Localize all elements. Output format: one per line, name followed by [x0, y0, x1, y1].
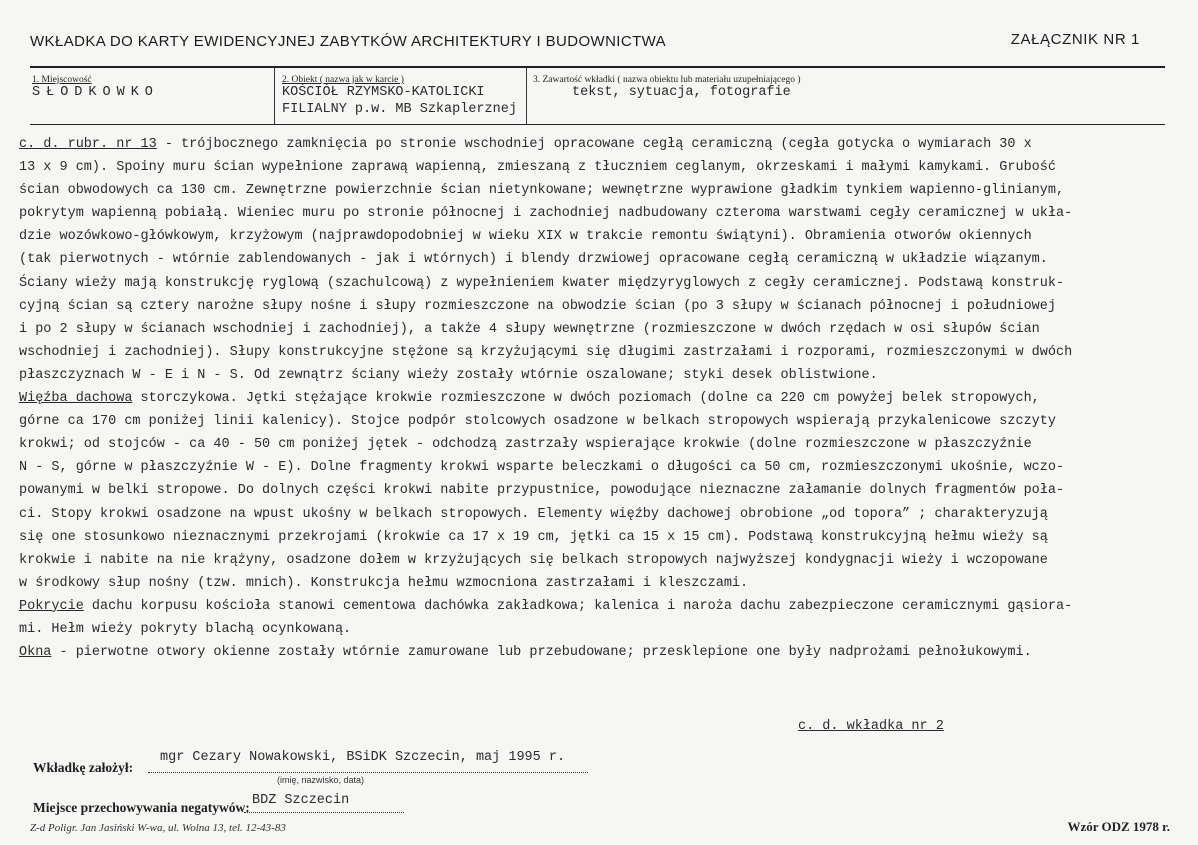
description-line — [19, 618, 1179, 641]
description-line — [19, 179, 1179, 202]
description-line-text: wschodniej i zachodniej). Słupy konstrukcyjne stężone są krzyżującymi się długimi zastrzałami i rozporami, rozmieszczonymi w dwóch — [19, 344, 1073, 360]
description-line — [19, 387, 1179, 410]
description-line-text: pokrytym wapienną pobiałą. Wieniec muru po stronie północnej i zachodniej nadbudowany czteroma warstwami cegły ceramicznej w ukła- — [19, 206, 1073, 222]
description-line-text: krokwi; od stojców - ca 40 - 50 cm poniżej jętek - odchodzą zastrzały wspierające krokwie (dolne rozmieszczone w płaszczyźnie — [19, 437, 1032, 453]
description-line-text: N - S, górne w płaszczyźnie W - E). Dolne fragmenty krokwi wsparte beleczkami o długości ca 50 cm, rozmieszczonymi ukośnie, wczo- — [19, 460, 1065, 476]
description-line-text: płaszczyznach W - E i N - S. Od zewnątrz ściany wieży zostały wtórnie oszalowane; styki desek oblistwione. — [19, 367, 878, 383]
continuation-reference: c. d. wkładka nr 2 — [798, 719, 944, 734]
description-line — [19, 272, 1179, 295]
field-divider-2 — [526, 68, 527, 124]
description-line — [19, 433, 1179, 456]
description-line — [19, 133, 1179, 156]
description-line-text: dzie wozówkowo-główkowym, krzyżowym (najprawdopodobniej w wieku XIX w trakcie remontu świątyni). Obramienia otworów okiennych — [19, 229, 1032, 245]
description-line — [19, 549, 1179, 572]
description-line-text: - trójbocznego zamknięcia po stronie wschodniej opracowane cegłą ceramiczną (cegła gotycka o wymiarach 30 x — [156, 137, 1032, 152]
section-heading: c. d. rubr. nr 13 — [19, 137, 157, 152]
description-line-text: ścian obwodowych ca 130 cm. Zewnętrzne powierzchnie ścian nietynkowane; wewnętrzne wyprawione gładkim tynkiem wapienno-glinianym, — [19, 183, 1065, 199]
section-heading: Okna — [19, 645, 52, 661]
object-value-line1: KOŚCIÓŁ RZYMSKO-KATOLICKI — [282, 85, 485, 100]
negatives-dotted-line — [244, 812, 404, 813]
description-line — [19, 364, 1179, 387]
description-line — [19, 295, 1179, 318]
description-line-text: cyjną ścian są cztery narożne słupy nośne i słupy rozmieszczone na obwodzie ścian (po 3 słupy w ścianach północnej i południowej — [19, 298, 1056, 314]
description-line — [19, 318, 1179, 341]
description-line — [19, 572, 1179, 595]
description-text — [19, 133, 1179, 664]
negatives-value: BDZ Szczecin — [252, 793, 350, 808]
description-line-text: się one stosunkowo nieznacznymi przekrojami (krokwie ca 17 x 19 cm, jętki ca 15 x 15 cm). Podstawą konstrukcyjną hełmu wieży są — [19, 529, 1048, 545]
description-line-text: storczykowa. Jętki stężające krokwie rozmieszczone w dwóch poziomach (dolne ca 220 cm powyżej belek stropowych, — [132, 391, 1040, 407]
description-line-text: i po 2 słupy w ścianach wschodniej i zachodniej), a także 4 słupy wewnętrzne (rozmieszczone w dwóch rzędach w osi słupów ścian — [19, 321, 1040, 337]
description-line — [19, 225, 1179, 248]
form-title: WKŁADKA DO KARTY EWIDENCYJNEJ ZABYTKÓW ARCHITEKTURY I BUDOWNICTWA — [30, 33, 667, 50]
description-line — [19, 526, 1179, 549]
description-line — [19, 156, 1179, 179]
locality-label: 1. Miejscowość — [32, 75, 92, 85]
description-line-text: - pierwotne otwory okienne zostały wtórnie zamurowane lub przebudowane; przesklepione one były nadprożami pełnołukowymi. — [51, 645, 1032, 661]
author-label: Wkładkę założył: — [33, 760, 134, 775]
description-line-text: mi. Hełm wieży pokryty blachą ocynkowaną. — [19, 621, 352, 637]
description-line-text: ci. Stopy krokwi osadzone na wpust ukośny w belkach stropowych. Elementy więźby dachowej obrobione „od topora” ; charakteryzują — [19, 506, 1048, 522]
top-rule — [30, 66, 1165, 68]
description-line — [19, 248, 1179, 271]
author-caption: (imię, nazwisko, data) — [277, 775, 365, 785]
description-line-text: w środkowy słup nośny (tzw. mnich). Konstrukcja hełmu wzmocniona zastrzałami i kleszczami. — [19, 575, 749, 591]
section-heading: Pokrycie — [19, 598, 84, 614]
description-line — [19, 479, 1179, 502]
section-heading: Więźba dachowa — [19, 391, 133, 407]
description-line-text: górne ca 170 cm poniżej linii kalenicy). Stojce podpór stolcowych osadzone w belkach stropowych wspierają przykalenicowe szczyty — [19, 414, 1056, 430]
description-line-text: dachu korpusu kościoła stanowi cementowa dachówka zakładkowa; kalenica i naroża dachu zabezpieczone ceramicznymi gąsiora- — [83, 598, 1073, 614]
author-dotted-line — [148, 772, 588, 773]
description-line — [19, 456, 1179, 479]
object-value-line2: FILIALNY p.w. MB Szkaplerznej — [282, 102, 517, 117]
description-line — [19, 341, 1179, 364]
description-line-text: Ściany wieży mają konstrukcję ryglową (szachulcową) z wypełnieniem kwater międzyryglowych z cegły ceramicznej. Podstawą konstruk- — [19, 275, 1065, 291]
description-line — [19, 202, 1179, 225]
author-value: mgr Cezary Nowakowski, BSiDK Szczecin, maj 1995 r. — [160, 750, 566, 765]
contents-value: tekst, sytuacja, fotografie — [572, 85, 791, 100]
description-line — [19, 410, 1179, 433]
field-divider-1 — [274, 68, 275, 124]
description-line-text: (tak pierwotnych - wtórnie zablendowanych - jak i wtórnych) i blendy drzwiowej opracowane cegłą ceramiczną w układzie wiązanym. — [19, 252, 1048, 268]
description-line — [19, 503, 1179, 526]
description-line-text: krokwie i nabite na nie krążyny, osadzone dołem w krzyżujących się belkach stropowych najwyższej kondygnacji wieży i wczopowane — [19, 552, 1048, 568]
contents-label: 3. Zawartość wkładki ( nazwa obiektu lub materiału uzupełniającego ) — [533, 75, 801, 85]
description-line-text: 13 x 9 cm). Spoiny muru ścian wypełnione zaprawą wapienną, zmieszaną z tłuczniem ceglanym, okrzeskami i małymi kamykami. Grubość — [19, 160, 1056, 176]
description-line — [19, 641, 1179, 664]
description-line — [19, 595, 1179, 618]
form-code: Wzór ODZ 1978 r. — [1067, 819, 1170, 834]
fields-bottom-rule — [30, 124, 1165, 125]
negatives-label: Miejsce przechowywania negatywów: — [33, 800, 250, 815]
attachment-number: ZAŁĄCZNIK NR 1 — [1010, 31, 1140, 48]
locality-value: SŁODKOWKO — [32, 85, 159, 100]
object-label: 2. Obiekt ( nazwa jak w karcie ) — [282, 75, 404, 85]
printer-imprint: Z-d Poligr. Jan Jasiński W-wa, ul. Wolna 13, tel. 12-43-83 — [30, 822, 286, 834]
description-line-text: powanymi w belki stropowe. Do dolnych części krokwi nabite przypustnice, powodujące nieznaczne załamanie dolnych fragmentów poła- — [19, 483, 1065, 499]
